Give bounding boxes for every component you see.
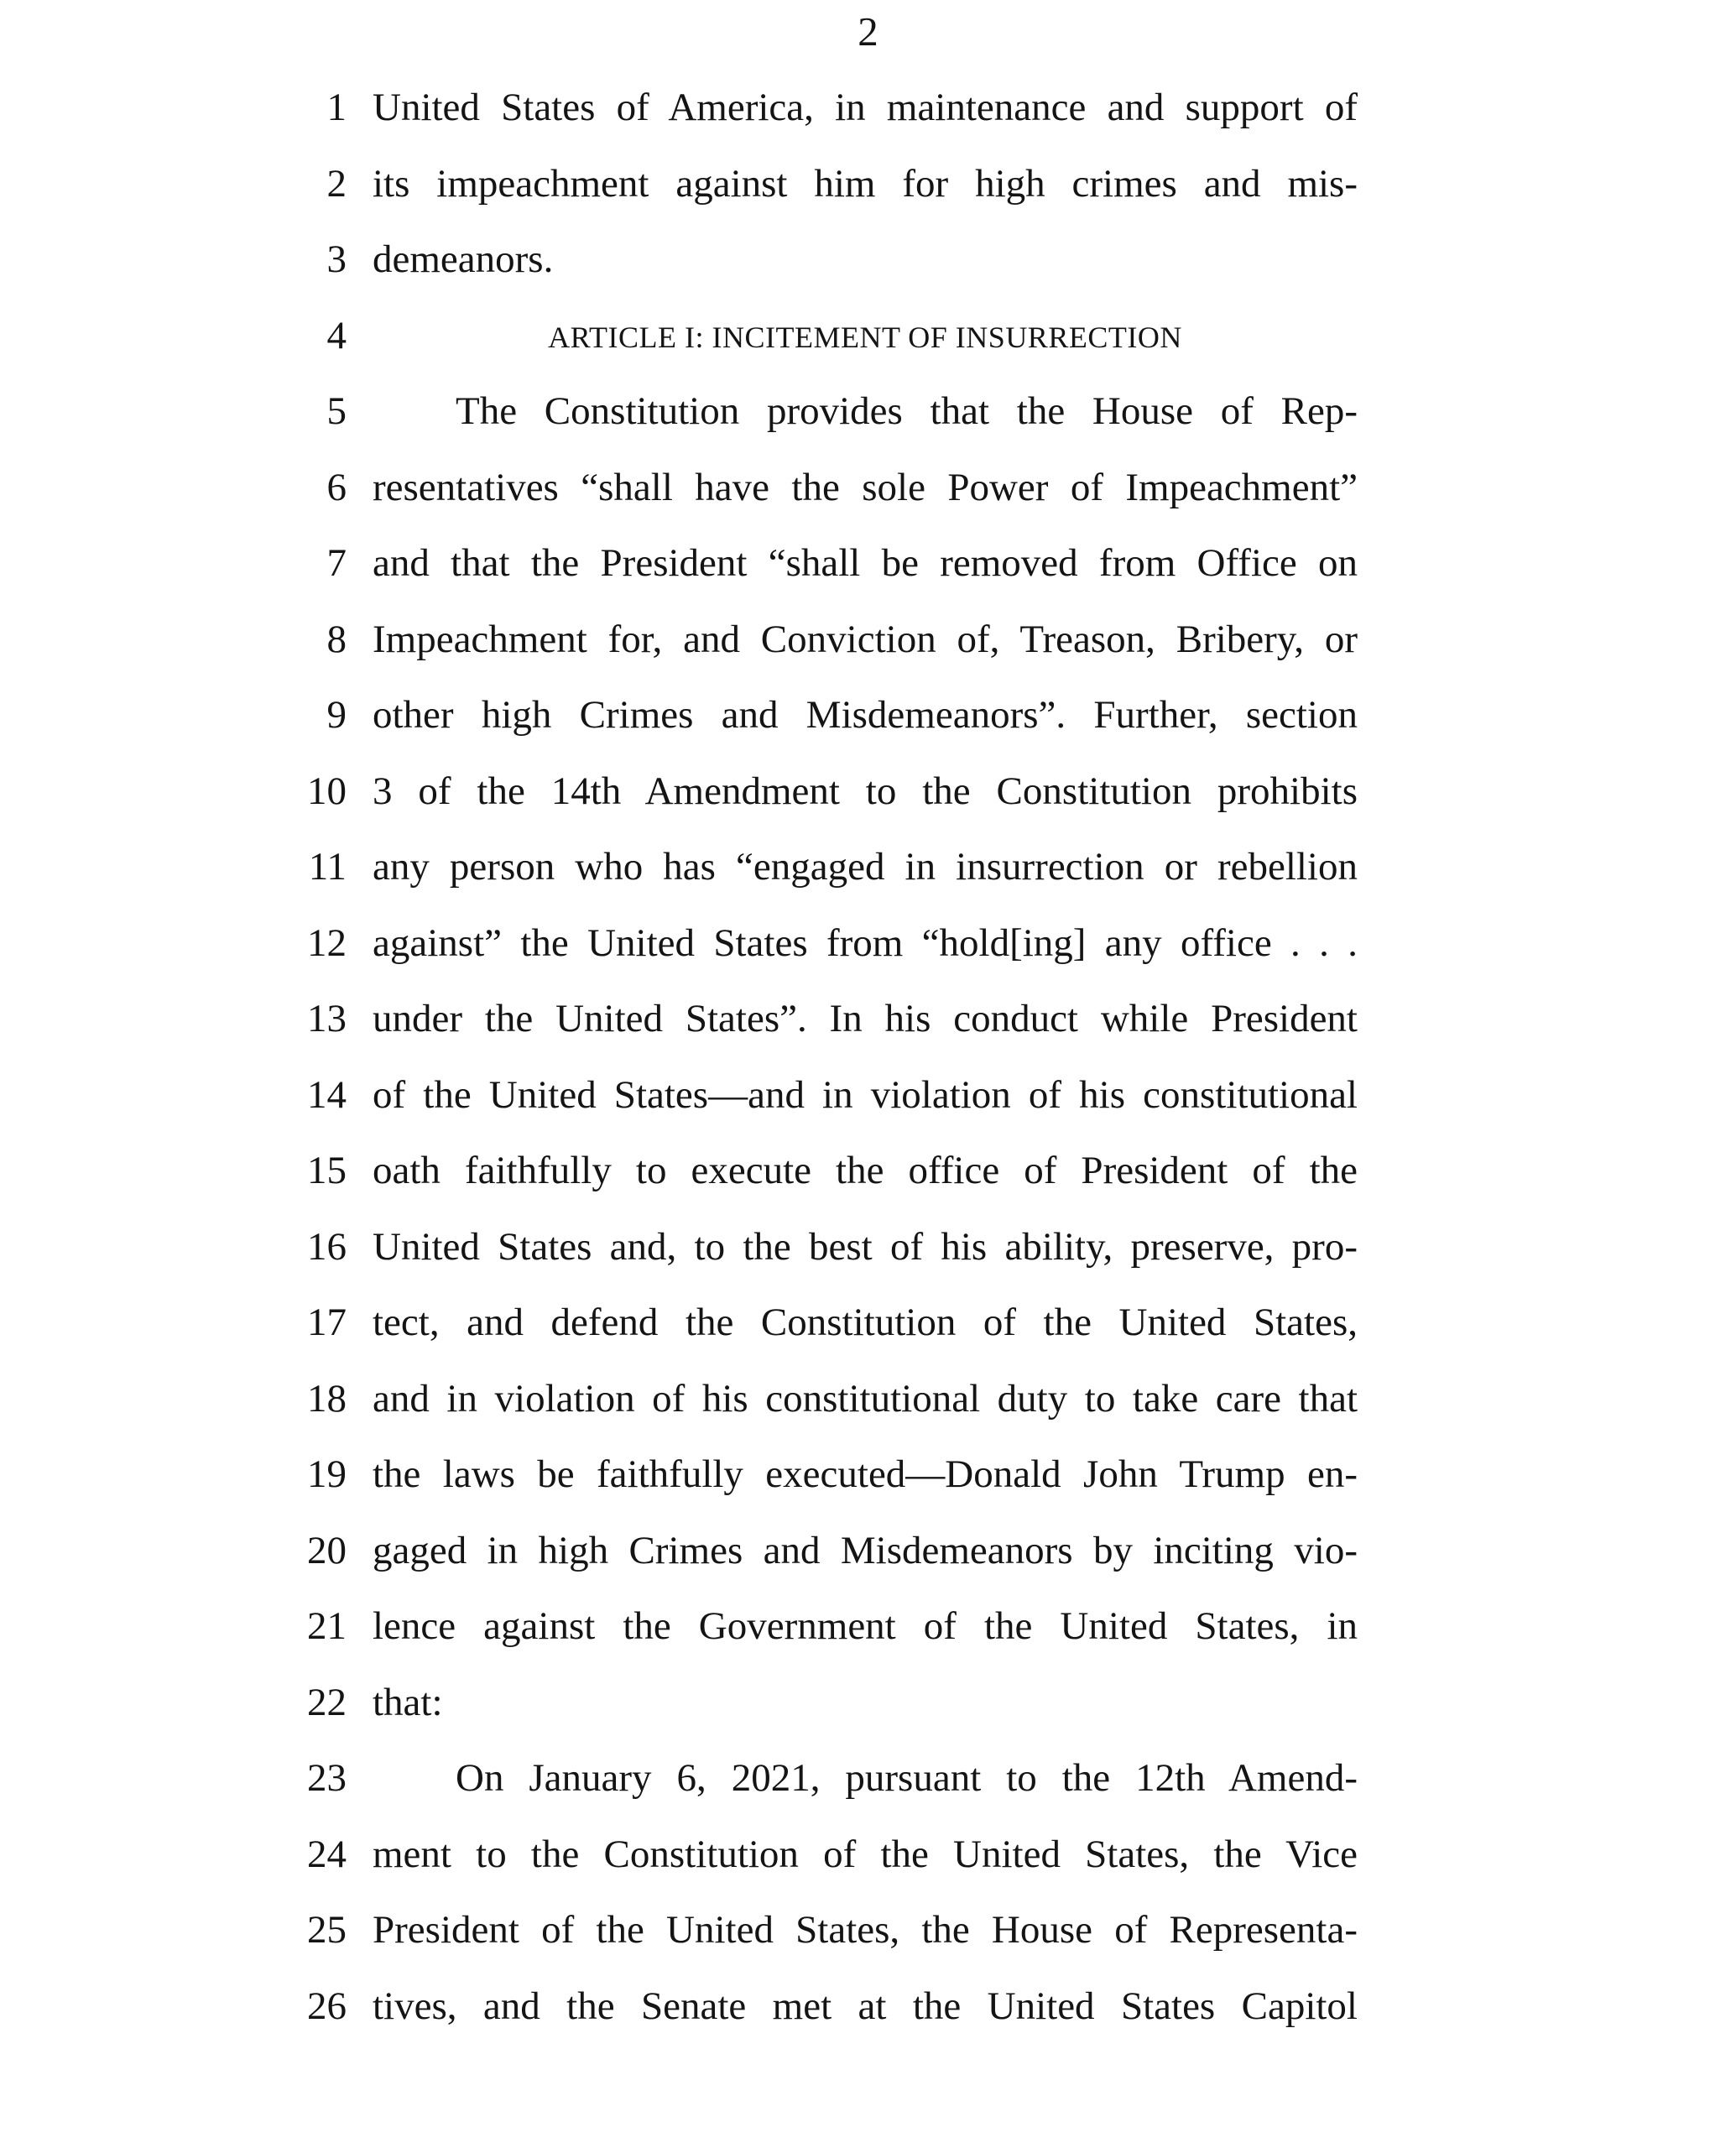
line-number: 16 (307, 1224, 347, 1269)
line-number: 3 (326, 237, 347, 281)
line-text: under the United States”. In his conduct while President (373, 997, 1358, 1040)
document-line (0, 1519, 1736, 1595)
line-text: that: (373, 1680, 443, 1724)
line-number: 26 (307, 1984, 347, 2028)
line-number: 22 (307, 1680, 347, 1724)
line-text: other high Crimes and Misdemeanors”. Further, section (373, 693, 1358, 737)
document-line (0, 531, 1736, 607)
document-line (0, 227, 1736, 304)
line-number: 18 (307, 1376, 347, 1421)
document-line (0, 1898, 1736, 1974)
line-number: 2 (326, 161, 347, 206)
line-number: 7 (326, 541, 347, 585)
line-text: and that the President “shall be removed from Office on (373, 541, 1358, 585)
document-line (0, 683, 1736, 759)
line-number: 23 (307, 1756, 347, 1800)
article-heading: ARTICLE I: INCITEMENT OF INSURRECTION (548, 320, 1182, 354)
line-text: tives, and the Senate met at the United States Capitol (373, 1984, 1358, 2028)
document-line (0, 1594, 1736, 1671)
line-number: 10 (307, 769, 347, 813)
document-body (0, 76, 1736, 2050)
line-text: its impeachment against him for high crimes and mis- (373, 161, 1358, 206)
line-number: 6 (326, 465, 347, 509)
document-line (0, 379, 1736, 456)
line-text: against” the United States from “hold[ing] any office . . . (373, 920, 1358, 965)
line-number: 12 (307, 920, 347, 965)
line-number: 1 (326, 86, 347, 129)
line-number: 15 (307, 1149, 347, 1192)
document-line (0, 1367, 1736, 1443)
line-number: 24 (307, 1832, 347, 1876)
document-line (0, 759, 1736, 836)
document-line (0, 1139, 1736, 1215)
line-text: The Constitution provides that the House of Rep- (456, 389, 1358, 433)
document-line (0, 456, 1736, 532)
document-line (0, 152, 1736, 228)
document-line (0, 76, 1736, 152)
line-text: tect, and defend the Constitution of the United States, (373, 1301, 1358, 1344)
line-text: resentatives “shall have the sole Power of Impeachment” (373, 465, 1358, 509)
document-line (0, 1290, 1736, 1367)
document-line (0, 1215, 1736, 1291)
line-number: 11 (308, 845, 347, 889)
document-line (0, 911, 1736, 988)
line-text: On January 6, 2021, pursuant to the 12th Amend- (456, 1756, 1358, 1800)
line-text: President of the United States, the House of Representa- (373, 1908, 1358, 1952)
document-line (0, 1822, 1736, 1899)
page-number: 2 (858, 8, 878, 55)
document-line (0, 1671, 1736, 1747)
line-text: ment to the Constitution of the United States, the Vice (373, 1832, 1358, 1876)
line-text: demeanors. (373, 237, 554, 281)
document-line (0, 607, 1736, 684)
line-number: 25 (307, 1908, 347, 1952)
line-number: 21 (307, 1604, 347, 1648)
document-line (0, 1442, 1736, 1519)
document-line (0, 987, 1736, 1063)
line-text: the laws be faithfully executed—Donald John Trump en- (373, 1452, 1358, 1496)
line-text: gaged in high Crimes and Misdemeanors by inciting vio- (373, 1528, 1358, 1572)
document-line (0, 1974, 1736, 2051)
line-number: 13 (307, 997, 347, 1040)
document-line (0, 1746, 1736, 1822)
line-number: 14 (307, 1072, 347, 1117)
line-number: 20 (307, 1528, 347, 1572)
line-number: 4 (326, 313, 347, 357)
document-line (0, 835, 1736, 911)
line-text: any person who has “engaged in insurrection or rebellion (373, 845, 1358, 889)
line-text: of the United States—and in violation of his constitutional (373, 1072, 1358, 1117)
document-line (0, 304, 1736, 380)
line-text: 3 of the 14th Amendment to the Constitution prohibits (373, 769, 1358, 813)
line-number: 17 (307, 1301, 347, 1344)
line-text: United States of America, in maintenance and support of (373, 86, 1358, 129)
line-text: lence against the Government of the United States, in (373, 1604, 1358, 1648)
line-number: 8 (326, 617, 347, 661)
line-number: 19 (307, 1452, 347, 1496)
line-text: oath faithfully to execute the office of President of the (373, 1149, 1358, 1192)
line-text: Impeachment for, and Conviction of, Treason, Bribery, or (373, 617, 1358, 661)
document-line (0, 1063, 1736, 1139)
line-number: 5 (326, 389, 347, 433)
line-text: United States and, to the best of his ability, preserve, pro- (373, 1224, 1358, 1269)
line-number: 9 (326, 693, 347, 737)
line-text: and in violation of his constitutional duty to take care that (373, 1376, 1358, 1421)
